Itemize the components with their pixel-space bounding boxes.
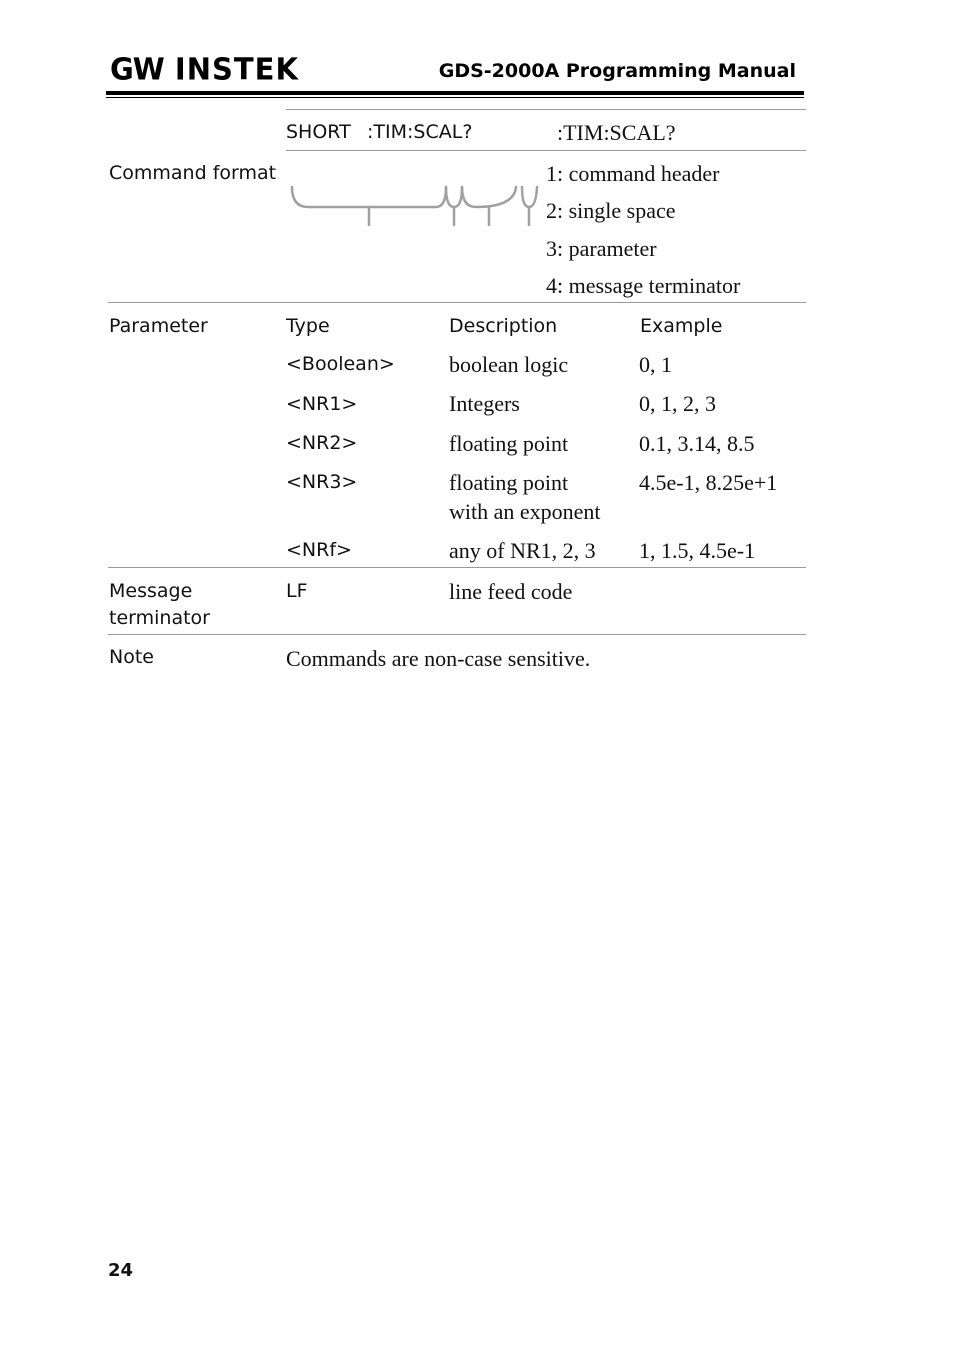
short-label: SHORT [286, 121, 351, 143]
parameter-type: <NR3> [286, 471, 358, 493]
parameter-example: 0, 1 [639, 352, 672, 377]
parameter-example: 0, 1, 2, 3 [639, 391, 716, 416]
parameter-description: floating point [449, 470, 569, 495]
parameter-example: 4.5e-1, 8.25e+1 [639, 470, 778, 495]
command-format-brace-diagram [286, 183, 542, 229]
terminator-rule [108, 634, 806, 635]
command-format-rule [108, 302, 806, 303]
brace-2 [446, 187, 462, 207]
command-format-item-1: 1: command header [546, 161, 720, 186]
parameter-type: <NRf> [286, 539, 352, 561]
parameter-description: floating point [449, 431, 569, 456]
brace-3 [462, 187, 516, 207]
table-top-rule [286, 109, 806, 110]
logo-gw: GW [110, 51, 164, 87]
command-format-item-3: 3: parameter [546, 236, 657, 261]
brace-4 [522, 187, 537, 207]
parameter-description: Integers [449, 391, 520, 416]
document-title: GDS-2000A Programming Manual [438, 60, 796, 82]
parameter-rule [108, 567, 806, 568]
parameter-header-description: Description [449, 315, 558, 337]
parameter-description-continued: with an exponent [449, 499, 601, 524]
example-row-rule [286, 150, 806, 151]
page-number: 24 [108, 1260, 134, 1281]
parameter-type: <Boolean> [286, 353, 395, 375]
parameter-type: <NR1> [286, 393, 358, 415]
note-label: Note [109, 646, 154, 668]
message-terminator-label-line1: Message [109, 580, 193, 602]
parameter-example: 1, 1.5, 4.5e-1 [639, 538, 756, 563]
parameter-description: boolean logic [449, 352, 569, 377]
parameter-description: any of NR1, 2, 3 [449, 538, 596, 563]
command-format-item-4: 4: message terminator [546, 273, 741, 298]
parameter-type: <NR2> [286, 432, 358, 454]
message-terminator-label-line2: terminator [109, 607, 210, 629]
parameter-label: Parameter [109, 315, 208, 337]
header-rule-thick [106, 91, 804, 95]
long-command: :TIM:SCAL? [557, 120, 676, 145]
logo-instek: INSTEK [174, 51, 299, 87]
command-format-item-2: 2: single space [546, 198, 676, 223]
parameter-header-type: Type [286, 315, 330, 337]
parameter-header-example: Example [640, 315, 723, 337]
short-command: :TIM:SCAL? [367, 121, 473, 143]
parameter-example: 0.1, 3.14, 8.5 [639, 431, 755, 456]
brace-1 [292, 187, 446, 207]
note-text: Commands are non-case sensitive. [286, 646, 591, 671]
gw-instek-logo [110, 51, 299, 87]
message-terminator-type: LF [286, 580, 308, 602]
header-rule-thin [106, 97, 804, 98]
message-terminator-description: line feed code [449, 579, 573, 604]
command-format-label: Command format [109, 162, 277, 184]
